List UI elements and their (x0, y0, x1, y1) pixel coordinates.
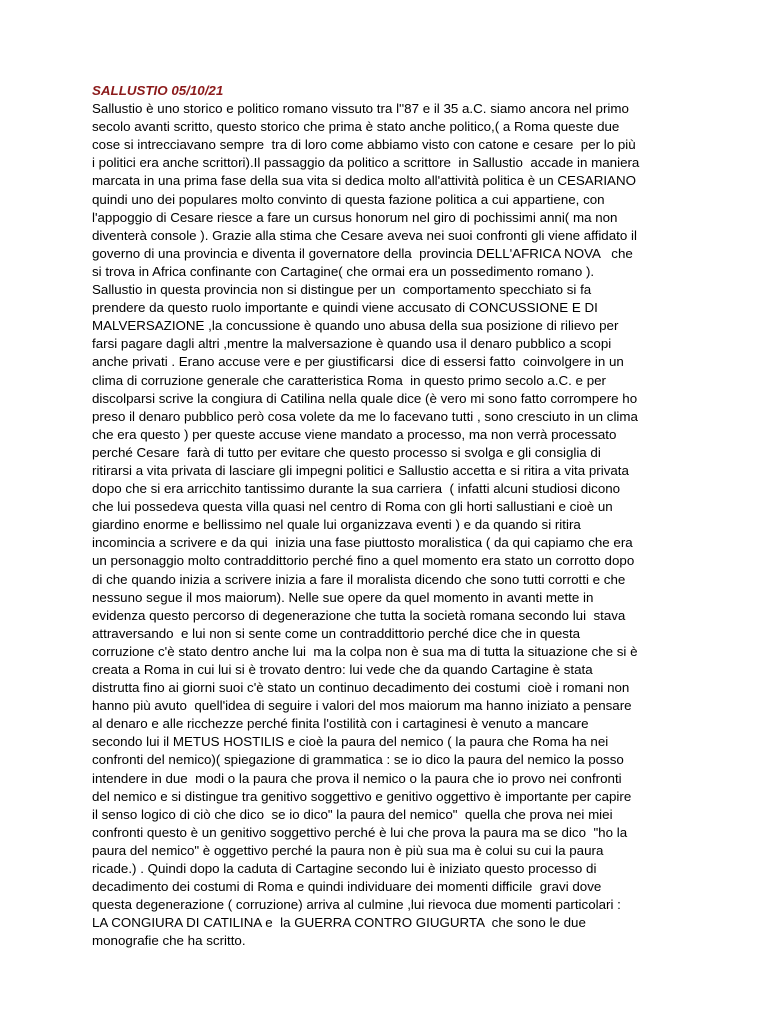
body-line: creata a Roma in cui lui si è trovato dentro: lui vede che da quando Cartagine è stata (92, 662, 593, 677)
body-line: diventerà console ). Grazie alla stima che Cesare aveva nei suoi confronti gli viene affidato il (92, 227, 637, 243)
body-line: secondo lui il METUS HOSTILIS e cioè la paura del nemico ( la paura che Roma ha nei (92, 734, 609, 750)
body-line: confronti questo è un genitivo soggettivo perché è lui che prova la paura ma se dico "ho la (92, 824, 628, 840)
body-line: Sallustio è uno storico e politico romano vissuto tra l''87 e il 35 a.C. siamo ancora nel primo (92, 101, 629, 117)
body-line: che lui possedeva questa villa quasi nel centro di Roma con gli horti sallustiani e cioè un (92, 499, 613, 515)
body-line: evidenza questo percorso di degenerazione che tutta la società romana secondo lui stava (92, 607, 626, 623)
body-line: Sallustio in questa provincia non si distingue per un comportamento specchiato si fa (92, 282, 592, 298)
body-line: il senso logico di ciò che dico se io dico" la paura del nemico" quella che prova nei miei (92, 806, 613, 822)
body-line: un personaggio molto contraddittorio perché fino a quel momento era stato un corrotto dopo (92, 553, 635, 569)
body-line: si trova in Africa confinante con Cartagine( che ormai era un possedimento romano ). (92, 263, 595, 279)
body-line: distrutta fino ai giorni suoi c'è stato un continuo decadimento dei costumi cioè i romani non (92, 680, 630, 696)
body-line: marcata in una prima fase della sua vita si dedica molto all'attività politica è un CESARIANO (92, 173, 636, 189)
body-line: confronti del nemico)( spiegazione di grammatica : se io dico la paura del nemico la posso (92, 752, 624, 768)
body-line: preso il denaro pubblico però cosa volete da me lo facevano tutti , sono cresciuto in un clima (92, 408, 638, 424)
body-line: paura del nemico" è oggettivo perché la paura non è più sua ma è colui su cui la paura (92, 842, 604, 858)
body-line: clima di corruzione generale che caratteristica Roma in questo primo secolo a.C. e per (92, 372, 606, 388)
body-line: prendere da questo ruolo importante e quindi viene accusato di CONCUSSIONE E DI (92, 300, 598, 316)
body-line: ritirarsi a vita privata di lasciare gli impegni politici e Sallustio accetta e si ritira a vita privata (92, 462, 629, 478)
body-line: del nemico e si distingue tra genitivo soggettivo e genitivo oggettivo è importante per capire (92, 788, 632, 804)
body-line: incomincia a scrivere e da qui inizia una fase piuttosto moralistica ( da qui capiamo che era (92, 535, 633, 551)
body-line: anche privati . Erano accuse vere e per giustificarsi dice di essersi fatto coinvolgere in un (92, 354, 624, 370)
body-line: di che quando inizia a scrivere inizia a fare il moralista dicendo che sono tutti corrotti e che (92, 571, 626, 587)
body-line: che era questo ) per queste accuse viene mandato a processo, ma non verrà processato (92, 426, 617, 442)
body-line: farsi pagare dagli altri ,mentre la malversazione è quando usa il denaro pubblico a scopi (92, 336, 612, 352)
document-body (92, 100, 712, 950)
body-line: secolo avanti scritto, questo storico che prima è stato anche politico,( a Roma queste due (92, 119, 620, 135)
body-line: intendere in due modi o la paura che prova il nemico o la paura che io provo nei confronti (92, 770, 622, 786)
body-line: corruzione c'è stato dentro anche lui ma la colpa non è sua ma di tutta la situazione che si è (92, 643, 638, 659)
body-line: LA CONGIURA DI CATILINA e la GUERRA CONTRO GIUGURTA che sono le due (92, 915, 586, 931)
body-line: al denaro e alle ricchezze perché finita l'ostilità con i cartaginesi è venuto a mancare (92, 716, 589, 732)
body-line: ricade.) . Quindi dopo la caduta di Cartagine secondo lui è iniziato questo processo di (92, 861, 597, 877)
body-line: quindi uno dei populares molto convinto di questa fazione politica a cui appartiene, con (92, 191, 605, 207)
body-line: MALVERSAZIONE ,la concussione è quando uno abusa della sua posizione di rilievo per (92, 318, 619, 334)
document-title: SALLUSTIO 05/10/21 (92, 83, 224, 98)
body-line: cose si intrecciavano sempre tra di loro come abbiamo visto con catone e cesare per lo più (92, 137, 636, 153)
body-line: questa degenerazione ( corruzione) arriva al culmine ,lui rievoca due momenti particolari : (92, 897, 621, 913)
body-line: l'appoggio di Cesare riesce a fare un cursus honorum nel giro di pochissimi anni( ma non (92, 209, 618, 225)
body-line: dopo che si era arricchito tantissimo durante la sua carriera ( infatti alcuni studiosi dicono (92, 481, 621, 497)
body-line: discolparsi scrive la congiura di Catilina nella quale dice (è vero mi sono fatto corrompere ho (92, 390, 638, 406)
body-line: i politici era anche scrittori).Il passaggio da politico a scrittore in Sallustio accade in maniera (92, 155, 640, 171)
body-line: perché Cesare farà di tutto per evitare che questo processo si svolga e gli consiglia di (92, 444, 601, 460)
body-line: hanno più avuto quell'idea di seguire i valori del mos maiorum ma hanno iniziato a pensare (92, 698, 632, 714)
body-line: monografie che ha scritto. (92, 933, 246, 949)
body-line: attraversando e lui non si sente come un contraddittorio perché dice che in questa (92, 625, 581, 641)
body-line: decadimento dei costumi di Roma e quindi individuare dei momenti difficile gravi dove (92, 879, 602, 895)
body-line: governo di una provincia e diventa il governatore della provincia DELL'AFRICA NOVA che (92, 245, 633, 261)
body-line: nessuno segue il mos maiorum). Nelle sue opere da quel momento in avanti mette in (92, 589, 594, 605)
body-line: giardino enorme e bellissimo nel quale lui organizzava eventi ) e da quando si ritira (92, 517, 581, 533)
document-page (92, 82, 712, 951)
